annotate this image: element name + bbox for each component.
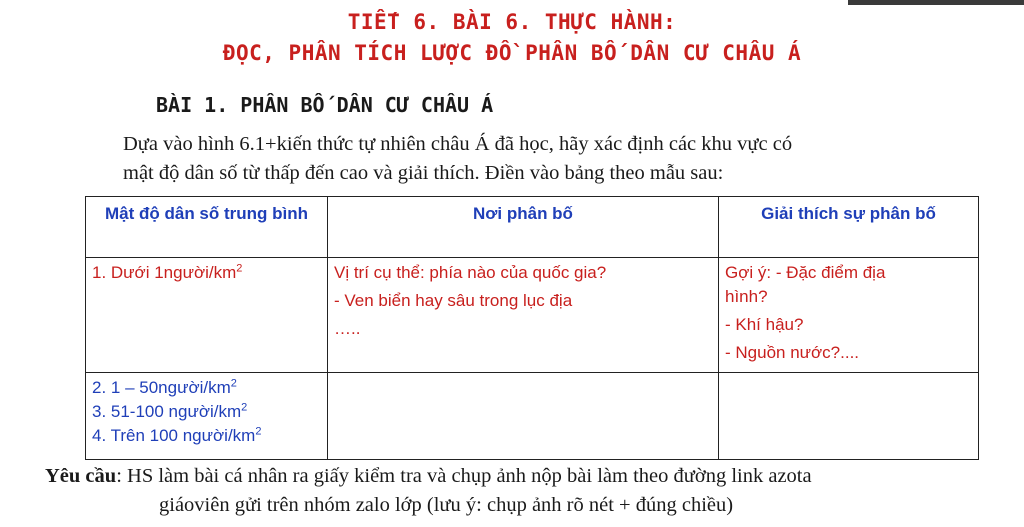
- column-header-explanation: Giải thích sự phân bố: [719, 197, 979, 258]
- density-item: [92, 400, 321, 424]
- lesson-subtitle: ĐỌC, PHÂN TÍCH LƯỢC ĐỒ PHÂN BỐ DÂN CƯ CHÂU Á: [222, 41, 802, 65]
- worksheet-table: [85, 196, 979, 460]
- explanation-hint: hình?: [725, 287, 768, 306]
- unit-superscript: 2: [241, 401, 248, 414]
- unit-superscript: 2: [230, 377, 237, 390]
- distribution-ellipsis: …..: [334, 319, 361, 338]
- column-header-distribution: Nơi phân bố: [328, 197, 719, 258]
- window-top-bar: [848, 0, 1024, 5]
- lesson-title: TIẾT 6. BÀI 6. THỰC HÀNH:: [347, 10, 677, 34]
- requirement-paragraph: [45, 462, 1005, 520]
- explanation-bullet: - Khí hậu?: [725, 315, 804, 334]
- density-label: 4. Trên 100 người/km: [92, 426, 256, 445]
- table-row: [86, 373, 979, 460]
- unit-superscript: 2: [255, 425, 262, 438]
- requirement-line: giáoviên gửi trên nhóm zalo lớp (lưu ý: chụp ảnh rõ nét + đúng chiều): [159, 494, 734, 516]
- explanation-hint: Gợi ý: - Đặc điểm địa: [725, 263, 886, 282]
- section-heading: BÀI 1. PHÂN BỐ DÂN CƯ CHÂU Á: [156, 93, 494, 117]
- instruction-paragraph: [123, 130, 963, 188]
- density-cell: [86, 258, 328, 373]
- table-row: [86, 258, 979, 373]
- requirement-line: [45, 465, 812, 487]
- density-label: 3. 51-100 người/km: [92, 402, 242, 421]
- density-label: 2. 1 – 50người/km: [92, 378, 231, 397]
- density-item: [92, 424, 321, 448]
- distribution-cell-empty: [328, 373, 719, 460]
- instruction-line: Dựa vào hình 6.1+kiến thức tự nhiên châu Á đã học, hãy xác định các khu vực có: [123, 133, 793, 155]
- density-item: [92, 376, 321, 400]
- explanation-cell: [719, 258, 979, 373]
- requirement-text: : HS làm bài cá nhân ra giấy kiểm tra và chụp ảnh nộp bài làm theo đường link azota: [116, 465, 812, 487]
- explanation-bullet: - Nguồn nước?....: [725, 343, 860, 362]
- instruction-line: mật độ dân số từ thấp đến cao và giải thích. Điền vào bảng theo mẫu sau:: [123, 162, 724, 184]
- table-header-row: [86, 197, 979, 258]
- density-cell: [86, 373, 328, 460]
- distribution-question: Vị trí cụ thể: phía nào của quốc gia?: [334, 263, 607, 282]
- distribution-bullet: - Ven biển hay sâu trong lục địa: [334, 291, 573, 310]
- requirement-lead: Yêu cầu: [45, 465, 117, 487]
- column-header-density: Mật độ dân số trung bình: [86, 197, 328, 258]
- explanation-cell-empty: [719, 373, 979, 460]
- unit-superscript: 2: [236, 262, 243, 275]
- distribution-cell: [328, 258, 719, 373]
- density-label: 1. Dưới 1người/km: [92, 263, 237, 282]
